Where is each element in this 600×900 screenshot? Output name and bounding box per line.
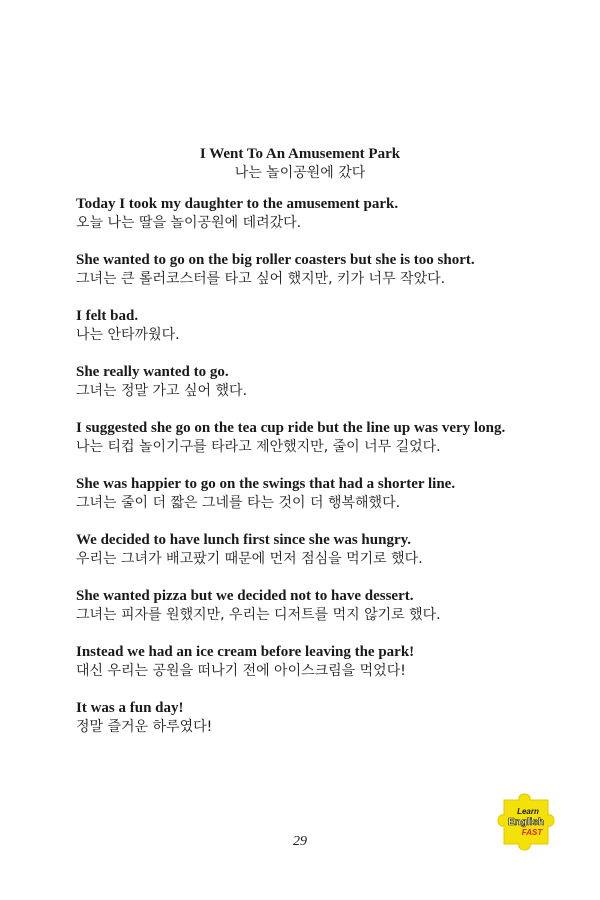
sentence-english: Today I took my daughter to the amusement park. (76, 196, 399, 212)
sentence-english: It was a fun day! (76, 700, 184, 716)
sentence-korean: 오늘 나는 딸을 놀이공원에 데려갔다. (76, 215, 302, 231)
sentence-korean: 정말 즐거운 하루였다! (76, 719, 213, 735)
logo-text-learn: Learn (517, 807, 539, 816)
sentence-pair (76, 251, 566, 289)
sentence-english: I suggested she go on the tea cup ride but the line up was very long. (76, 420, 506, 436)
title-english: I Went To An Amusement Park (199, 146, 401, 162)
title-korean: 나는 놀이공원에 갔다 (234, 165, 366, 181)
sentence-pair (76, 363, 566, 401)
sentence-korean: 나는 티컵 놀이기구를 타라고 제안했지만, 줄이 너무 길었다. (76, 439, 441, 455)
sentence-korean: 그녀는 정말 가고 싶어 했다. (76, 383, 248, 399)
sentence-english: She really wanted to go. (76, 364, 229, 380)
sentence-korean: 그녀는 큰 롤러코스터를 타고 싶어 했지만, 키가 너무 작았다. (76, 271, 446, 287)
sentence-english: She was happier to go on the swings that had a shorter line. (76, 476, 456, 492)
logo-text-fast: FAST (521, 828, 543, 837)
sentence-english: Instead we had an ice cream before leaving the park! (76, 644, 415, 660)
sentence-pair (76, 195, 566, 233)
sentence-korean: 우리는 그녀가 배고팠기 때문에 먼저 점심을 먹기로 했다. (76, 551, 423, 567)
sentence-korean: 나는 안타까웠다. (76, 327, 180, 343)
sentence-pair (76, 643, 566, 681)
sentence-pair (76, 699, 566, 737)
logo-text-english: English (507, 817, 545, 828)
sentence-list (76, 195, 566, 755)
sentence-english: She wanted to go on the big roller coasters but she is too short. (76, 252, 475, 268)
sentence-english: She wanted pizza but we decided not to have dessert. (76, 588, 414, 604)
sentence-korean: 대신 우리는 공원을 떠나기 전에 아이스크림을 먹었다! (76, 663, 406, 679)
story-title (0, 145, 600, 183)
sentence-pair (76, 587, 566, 625)
page-number: 29 (293, 834, 307, 849)
sentence-english: We decided to have lunch first since she was hungry. (76, 532, 412, 548)
sentence-pair (76, 475, 566, 513)
sentence-korean: 그녀는 줄이 더 짧은 그네를 타는 것이 더 행복해했다. (76, 495, 401, 511)
sentence-pair (76, 307, 566, 345)
sentence-korean: 그녀는 피자를 원했지만, 우리는 디저트를 먹지 않기로 했다. (76, 607, 441, 623)
sentence-pair (76, 531, 566, 569)
sentence-english: I felt bad. (76, 308, 139, 324)
sentence-pair (76, 419, 566, 457)
learn-english-fast-logo (492, 788, 562, 854)
